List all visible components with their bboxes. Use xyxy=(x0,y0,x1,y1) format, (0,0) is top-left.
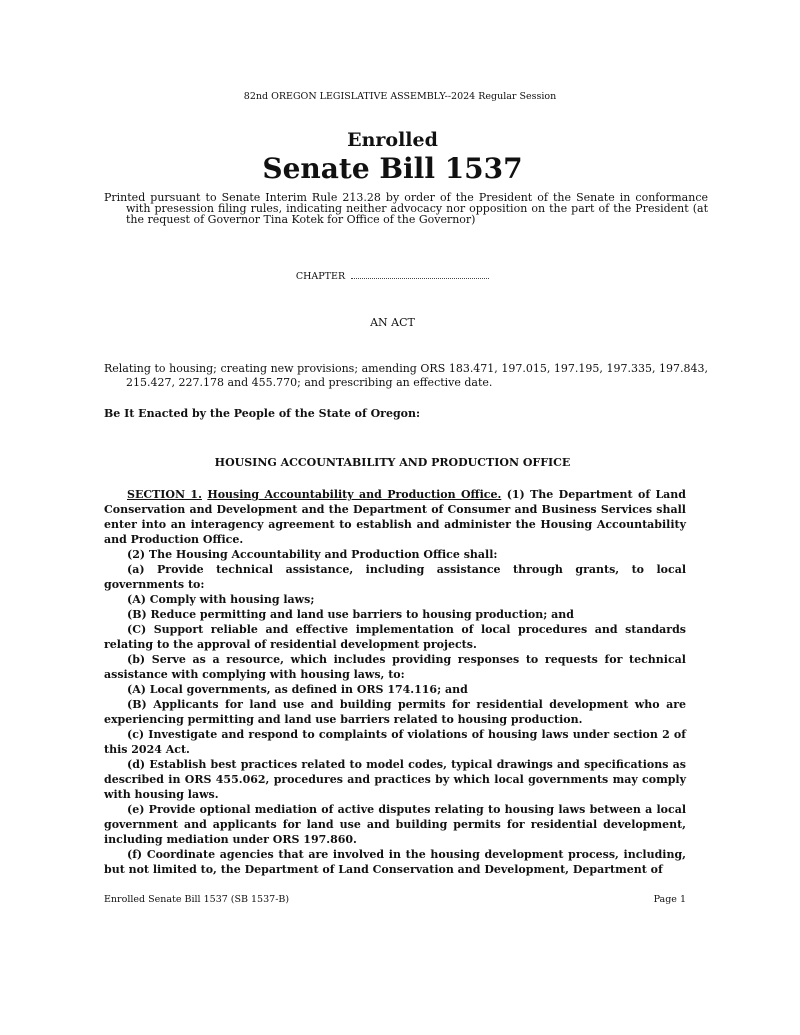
chapter-blank xyxy=(351,270,489,279)
paragraph-2f: (f) Coordinate agencies that are involved in the housing development process, including, but not limited to, the Department of Land Conservation and Development, Department of xyxy=(104,848,686,876)
an-act-heading: AN ACT xyxy=(370,316,415,329)
paragraph-2d: (d) Establish best practices related to model codes, typical drawings and specifications as described in ORS 455.062, procedures and practices by which local governments may comply with housing laws. xyxy=(104,758,686,801)
bill-body xyxy=(104,487,686,877)
chapter-label: CHAPTER xyxy=(295,271,346,282)
printed-pursuant-note: Printed pursuant to Senate Interim Rule 213.28 by order of the President of the Senate in conformance with presession filing rules, indicating neither advocacy nor opposition on the part of the President (at the request of Governor Tina Kotek for Office of the Governor) xyxy=(104,191,708,226)
section-1-paragraph xyxy=(104,487,686,547)
section-1-label: SECTION 1. xyxy=(127,488,202,501)
paragraph-2b: (b) Serve as a resource, which includes providing responses to requests for technical assistance with complying with housing laws, to: xyxy=(104,653,686,681)
section-1-text: (1) The Department of Land Conservation and Development and the Department of Consumer and Business Services shall enter into an interagency agreement to establish and administer the Housing Accountability and Production Office. xyxy=(104,488,687,546)
paragraph-2a-B: (B) Reduce permitting and land use barriers to housing production; and xyxy=(127,608,574,621)
session-header: 82nd OREGON LEGISLATIVE ASSEMBLY--2024 Regular Session xyxy=(243,91,557,102)
enrolled-label: Enrolled xyxy=(347,129,438,151)
paragraph-2a-A: (A) Comply with housing laws; xyxy=(127,593,315,606)
paragraph-2e: (e) Provide optional mediation of active disputes relating to housing laws between a local government and applicants for land use and building permits for residential development, including mediation under ORS 197.860. xyxy=(104,803,686,846)
section-heading: HOUSING ACCOUNTABILITY AND PRODUCTION OFFICE xyxy=(214,456,571,469)
enacting-clause: Be It Enacted by the People of the State of Oregon: xyxy=(104,407,421,420)
footer-page-number: Page 1 xyxy=(653,894,686,905)
paragraph-2a: (a) Provide technical assistance, including assistance through grants, to local governments to: xyxy=(104,563,686,591)
section-1-caption: Housing Accountability and Production Office. xyxy=(207,488,502,501)
paragraph-2a-C: (C) Support reliable and effective implementation of local procedures and standards relating to the approval of residential development projects. xyxy=(104,623,686,651)
chapter-line xyxy=(0,270,785,282)
paragraph-2: (2) The Housing Accountability and Production Office shall: xyxy=(127,548,498,561)
footer-bill-id: Enrolled Senate Bill 1537 (SB 1537-B) xyxy=(104,894,290,905)
paragraph-2b-A: (A) Local governments, as defined in ORS 174.116; and xyxy=(127,683,468,696)
paragraph-2b-B: (B) Applicants for land use and building permits for residential development who are experiencing permitting and land use barriers related to housing production. xyxy=(104,698,686,726)
bill-title: Senate Bill 1537 xyxy=(262,152,523,185)
paragraph-2c: (c) Investigate and respond to complaints of violations of housing laws under section 2 of this 2024 Act. xyxy=(104,728,686,756)
relating-clause: Relating to housing; creating new provisions; amending ORS 183.471, 197.015, 197.195, 197.335, 197.843, 215.427, 227.178 and 455.770; and prescribing an effective date. xyxy=(104,362,708,389)
